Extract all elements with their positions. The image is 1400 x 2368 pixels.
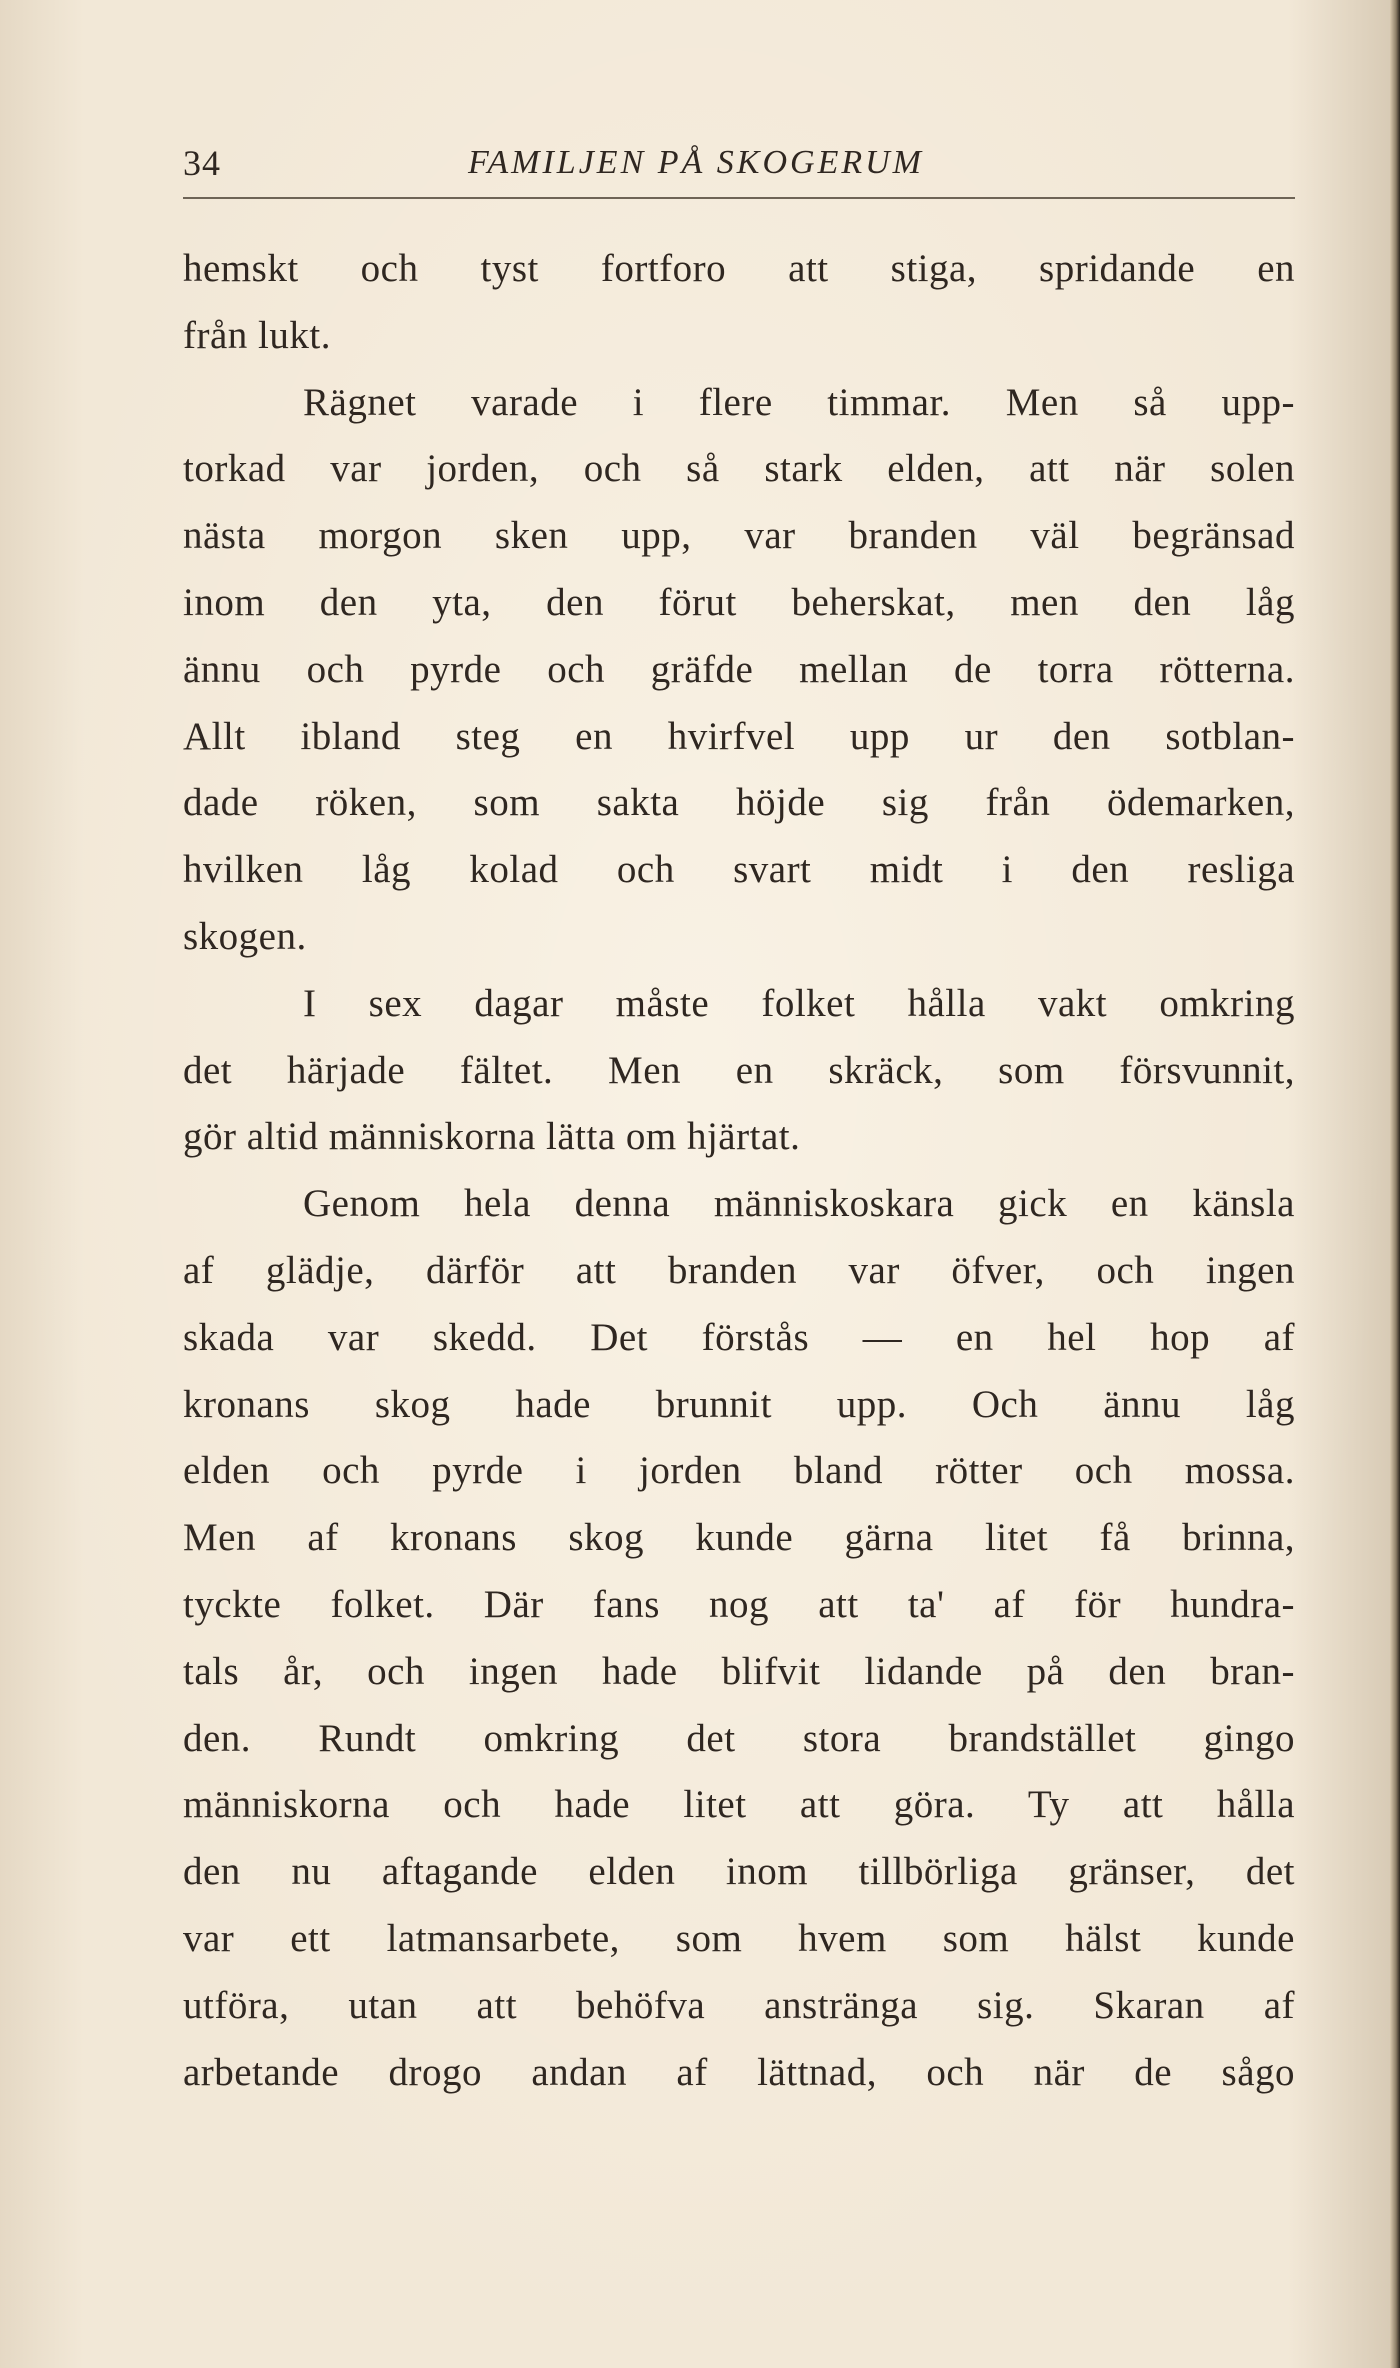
text-line: var ett latmansarbete, som hvem som hälst kunde xyxy=(183,1916,1295,1960)
text-line: från lukt. xyxy=(183,313,331,357)
running-title: FAMILJEN PÅ SKOGERUM xyxy=(468,144,924,181)
text-line: torkad var jorden, och så stark elden, att när solen xyxy=(183,447,1295,491)
text-line: skada var skedd. Det förstås — en hel hop af xyxy=(183,1315,1295,1359)
text-line: Genom hela denna människoskara gick en känsla xyxy=(303,1182,1295,1226)
text-line: utföra, utan att behöfva anstränga sig. Skaran af xyxy=(183,1983,1295,2027)
text-line: inom den yta, den förut beherskat, men den låg xyxy=(183,580,1295,624)
text-line: tals år, och ingen hade blifvit lidande på den bran- xyxy=(183,1649,1295,1693)
header-rule xyxy=(183,197,1295,199)
text-line: I sex dagar måste folket hålla vakt omkring xyxy=(303,981,1295,1025)
text-line: elden och pyrde i jorden bland rötter och mossa. xyxy=(183,1449,1295,1493)
text-line: Rägnet varade i flere timmar. Men så upp- xyxy=(303,380,1295,424)
text-line: af glädje, därför att branden var öfver, och ingen xyxy=(183,1248,1295,1292)
text-line: det härjade fältet. Men en skräck, som försvunnit, xyxy=(183,1048,1295,1092)
text-line: den nu aftagande elden inom tillbörliga gränser, det xyxy=(183,1850,1295,1894)
body-text xyxy=(183,236,1295,2106)
text-line: nästa morgon sken upp, var branden väl begränsad xyxy=(183,514,1295,558)
text-line: hemskt och tyst fortforo att stiga, spridande en xyxy=(183,247,1295,290)
page-edge-shadow xyxy=(1390,0,1400,2368)
text-line: hvilken låg kolad och svart midt i den resliga xyxy=(183,848,1295,892)
text-line: Allt ibland steg en hvirfvel upp ur den sotblan- xyxy=(183,714,1295,758)
text-line: kronans skog hade brunnit upp. Och ännu låg xyxy=(183,1382,1295,1426)
text-line: människorna och hade litet att göra. Ty att hålla xyxy=(183,1783,1295,1827)
text-line: dade röken, som sakta höjde sig från ödemarken, xyxy=(183,781,1295,825)
page-number: 34 xyxy=(183,143,221,183)
text-line: tyckte folket. Där fans nog att ta' af för hundra- xyxy=(183,1582,1295,1626)
text-line: ännu och pyrde och gräfde mellan de torra rötterna. xyxy=(183,647,1295,691)
text-line: gör altid människorna lätta om hjärtat. xyxy=(183,1115,801,1159)
page-header xyxy=(183,142,1295,194)
text-line: den. Rundt omkring det stora brandstället gingo xyxy=(183,1716,1295,1760)
text-line: Men af kronans skog kunde gärna litet få brinna, xyxy=(183,1516,1295,1560)
text-line: skogen. xyxy=(183,914,307,958)
text-line: arbetande drogo andan af lättnad, och när de sågo xyxy=(183,2050,1295,2094)
